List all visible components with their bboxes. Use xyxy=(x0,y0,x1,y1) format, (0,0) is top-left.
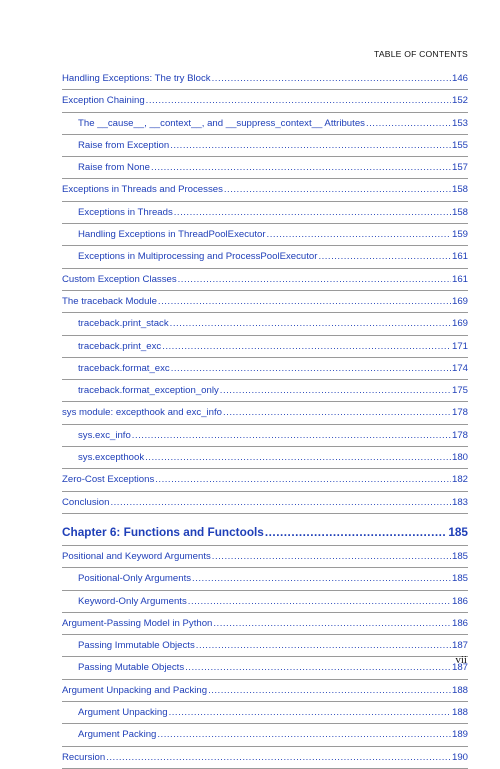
toc-subsection-entry[interactable] xyxy=(62,224,468,246)
toc-entry-title[interactable]: Zero-Cost Exceptions xyxy=(62,474,155,486)
toc-entry-page[interactable]: 152 xyxy=(451,95,468,107)
toc-entry-title[interactable]: The __cause__, __context__, and __suppress_context__ Attributes xyxy=(78,117,365,129)
dot-leader xyxy=(157,724,451,746)
dot-leader xyxy=(110,492,451,514)
dot-leader xyxy=(174,202,451,224)
toc-entry-page[interactable]: 178 xyxy=(451,407,468,419)
toc-section-entry[interactable] xyxy=(62,546,468,568)
toc-entry-page[interactable]: 188 xyxy=(451,684,468,696)
toc-entry-title[interactable]: Exceptions in Threads and Processes xyxy=(62,184,223,196)
toc-subsection-entry[interactable] xyxy=(62,657,468,679)
toc-subsection-entry[interactable] xyxy=(62,202,468,224)
toc-subsection-entry[interactable] xyxy=(62,635,468,657)
toc-section-entry[interactable] xyxy=(62,68,468,90)
toc-entry-title[interactable]: Exception Chaining xyxy=(62,95,145,107)
dot-leader xyxy=(155,469,451,491)
dot-leader xyxy=(223,402,451,424)
toc-entry-page[interactable]: 153 xyxy=(451,117,468,129)
toc-entry-page[interactable]: 175 xyxy=(451,385,468,397)
toc-entry-title[interactable]: The traceback Module xyxy=(62,295,157,307)
toc-entry-title[interactable]: Handling Exceptions in ThreadPoolExecutor xyxy=(78,229,266,241)
dot-leader xyxy=(224,179,451,201)
toc-entry-page[interactable]: 180 xyxy=(451,452,468,464)
toc-entry-title[interactable]: Passing Immutable Objects xyxy=(78,640,195,652)
toc-section-entry[interactable] xyxy=(62,402,468,424)
dot-leader xyxy=(220,380,451,402)
dot-leader xyxy=(267,224,451,246)
toc-entry-title[interactable]: traceback.print_stack xyxy=(78,318,169,330)
dot-leader xyxy=(366,113,451,135)
toc-subsection-entry[interactable] xyxy=(62,313,468,335)
toc-entry-page[interactable]: 161 xyxy=(451,273,468,285)
toc-section-entry[interactable] xyxy=(62,90,468,112)
toc-entry-title[interactable]: Recursion xyxy=(62,751,106,763)
dot-leader xyxy=(162,336,451,358)
toc-entry-title[interactable]: traceback.format_exception_only xyxy=(78,385,219,397)
toc-subsection-entry[interactable] xyxy=(62,447,468,469)
toc-entry-title[interactable]: sys.excepthook xyxy=(78,452,145,464)
toc-entry-page[interactable]: 187 xyxy=(451,640,468,652)
toc-subsection-entry[interactable] xyxy=(62,591,468,613)
toc-subsection-entry[interactable] xyxy=(62,380,468,402)
dot-leader xyxy=(208,680,451,702)
toc-entry-title[interactable]: Conclusion xyxy=(62,496,110,508)
toc-entry-page[interactable]: 146 xyxy=(451,73,468,84)
toc-entry-page[interactable]: 182 xyxy=(451,474,468,486)
dot-leader xyxy=(145,447,451,469)
toc-entry-page[interactable]: 186 xyxy=(451,595,468,607)
dot-leader xyxy=(213,613,451,635)
dot-leader xyxy=(185,657,451,679)
dot-leader xyxy=(212,546,451,568)
toc-entry-page[interactable]: 189 xyxy=(451,729,468,741)
toc-entry-page[interactable]: 169 xyxy=(451,318,468,330)
dot-leader xyxy=(265,518,447,546)
toc-entry-title[interactable]: traceback.print_exc xyxy=(78,340,162,352)
toc-entry-page[interactable]: 158 xyxy=(451,206,468,218)
toc-entry-page[interactable]: 183 xyxy=(451,496,468,508)
toc-subsection-entry[interactable] xyxy=(62,113,468,135)
dot-leader xyxy=(170,135,451,157)
toc-entry-page[interactable]: 169 xyxy=(451,295,468,307)
toc-entry-page[interactable]: 159 xyxy=(451,229,468,241)
dot-leader xyxy=(151,157,451,179)
dot-leader xyxy=(106,747,451,769)
toc-subsection-entry[interactable] xyxy=(62,157,468,179)
toc-entry-title[interactable]: Chapter 6: Functions and Functools xyxy=(62,524,264,539)
toc-entry-page[interactable]: 158 xyxy=(451,184,468,196)
dot-leader xyxy=(212,68,451,90)
toc-section-entry[interactable] xyxy=(62,747,468,769)
toc-entry-page[interactable]: 157 xyxy=(451,162,468,174)
toc-entry-title[interactable]: Argument-Passing Model in Python xyxy=(62,617,213,629)
toc-subsection-entry[interactable] xyxy=(62,336,468,358)
toc-entry-title[interactable]: Argument Unpacking xyxy=(78,707,168,719)
toc-entry-title[interactable]: Argument Unpacking and Packing xyxy=(62,684,208,696)
toc-section-entry[interactable] xyxy=(62,680,468,702)
dot-leader xyxy=(178,269,451,291)
toc-entry-title[interactable]: sys.exc_info xyxy=(78,429,131,441)
page-number: vii xyxy=(455,654,467,666)
toc-entry-page[interactable]: 161 xyxy=(451,251,468,263)
toc-section-entry[interactable] xyxy=(62,492,468,514)
toc-section-entry[interactable] xyxy=(62,179,468,201)
toc-entry-title[interactable]: Custom Exception Classes xyxy=(62,273,177,285)
toc-section-entry[interactable] xyxy=(62,291,468,313)
toc-subsection-entry[interactable] xyxy=(62,568,468,590)
toc-subsection-entry[interactable] xyxy=(62,135,468,157)
toc-entry-title[interactable]: Exceptions in Threads xyxy=(78,206,173,218)
toc-entry-page[interactable]: 185 xyxy=(451,573,468,585)
toc-entry-title[interactable]: Keyword-Only Arguments xyxy=(78,595,187,607)
toc-entry-title[interactable]: Argument Packing xyxy=(78,729,157,741)
toc-entry-page[interactable]: 190 xyxy=(451,751,468,763)
toc-section-entry[interactable] xyxy=(62,269,468,291)
dot-leader xyxy=(188,591,451,613)
toc-entry-title[interactable]: Exceptions in Multiprocessing and ProcessPoolExecutor xyxy=(78,251,318,263)
dot-leader xyxy=(146,90,451,112)
toc-entry-title[interactable]: Handling Exceptions: The try Block xyxy=(62,73,211,84)
toc-entry-title[interactable]: traceback.format_exc xyxy=(78,362,170,374)
toc-subsection-entry[interactable] xyxy=(62,358,468,380)
toc-subsection-entry[interactable] xyxy=(62,246,468,268)
table-of-contents xyxy=(62,68,468,769)
toc-entry-title[interactable]: Raise from Exception xyxy=(78,139,170,151)
toc-entry-page[interactable]: 174 xyxy=(451,362,468,374)
toc-entry-page[interactable]: 188 xyxy=(451,707,468,719)
toc-section-entry[interactable] xyxy=(62,469,468,491)
toc-entry-title[interactable]: Passing Mutable Objects xyxy=(78,662,185,674)
dot-leader xyxy=(196,635,451,657)
toc-entry-page[interactable]: 187 xyxy=(451,662,468,674)
toc-entry-title[interactable]: Raise from None xyxy=(78,162,150,174)
toc-chapter-entry[interactable] xyxy=(62,518,468,546)
running-header: TABLE OF CONTENTS xyxy=(374,49,468,59)
toc-section-entry[interactable] xyxy=(62,613,468,635)
toc-entry-title[interactable]: Positional-Only Arguments xyxy=(78,573,192,585)
dot-leader xyxy=(169,702,451,724)
toc-entry-page[interactable]: 155 xyxy=(451,139,468,151)
toc-entry-page[interactable]: 178 xyxy=(451,429,468,441)
toc-subsection-entry[interactable] xyxy=(62,724,468,746)
dot-leader xyxy=(158,291,451,313)
dot-leader xyxy=(318,246,451,268)
toc-subsection-entry[interactable] xyxy=(62,702,468,724)
toc-entry-page[interactable]: 186 xyxy=(451,617,468,629)
toc-entry-page[interactable]: 185 xyxy=(451,550,468,562)
toc-subsection-entry[interactable] xyxy=(62,425,468,447)
toc-entry-page[interactable]: 171 xyxy=(451,340,468,352)
dot-leader xyxy=(132,425,451,447)
toc-entry-page[interactable]: 185 xyxy=(448,524,468,539)
dot-leader xyxy=(192,568,451,590)
toc-entry-title[interactable]: sys module: excepthook and exc_info xyxy=(62,407,222,419)
toc-entry-title[interactable]: Positional and Keyword Arguments xyxy=(62,550,211,562)
dot-leader xyxy=(170,313,451,335)
dot-leader xyxy=(171,358,451,380)
